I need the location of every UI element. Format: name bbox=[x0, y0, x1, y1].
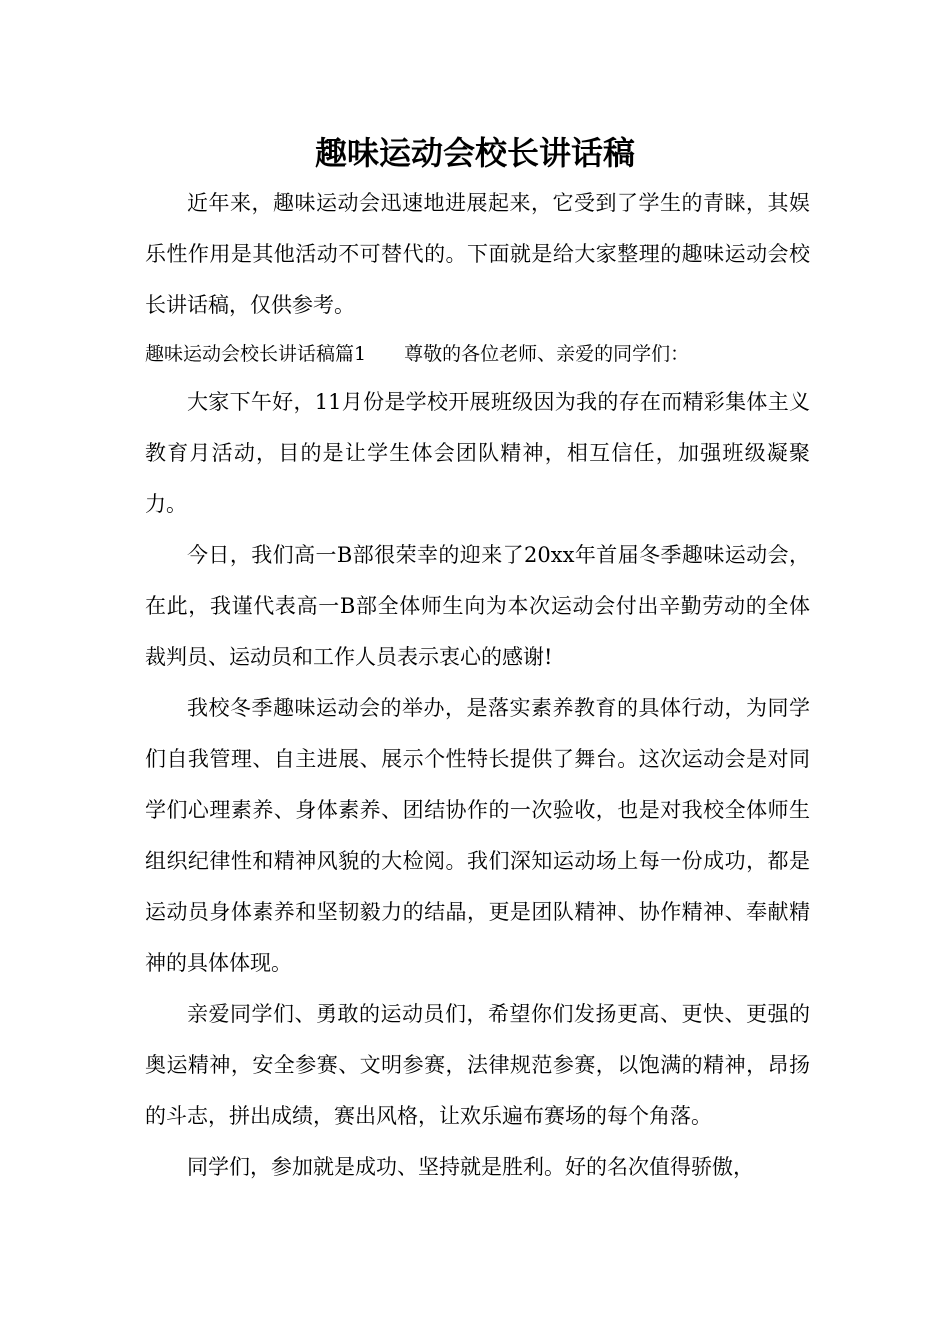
body-paragraph-3: 我校冬季趣味运动会的举办，是落实素养教育的具体行动，为同学们自我管理、自主进展、展示个性特长提供了舞台。这次运动会是对同学们心理素养、身体素养、团结协作的一次验收，也是对我校全体师生组织纪律性和精神风貌的大检阅。我们深知运动场上每一份成功，都是运动员身体素养和坚韧毅力的结晶，更是团队精神、协作精神、奉献精神的具体体现。 bbox=[145, 696, 810, 975]
section-heading-line bbox=[145, 331, 810, 377]
body-paragraph-1: 大家下午好，11月份是学校开展班级因为我的存在而精彩集体主义教育月活动，目的是让学生体会团队精神，相互信任，加强班级凝聚力。 bbox=[145, 390, 810, 516]
document-body bbox=[145, 178, 810, 1193]
section-heading: 趣味运动会校长讲话稿篇1 bbox=[145, 343, 367, 365]
body-paragraph-4: 亲爱同学们、勇敢的运动员们，希望你们发扬更高、更快、更强的奥运精神，安全参赛、文明参赛，法律规范参赛，以饱满的精神，昂扬的斗志，拼出成绩，赛出风格，让欢乐遍布赛场的每个角落。 bbox=[145, 1002, 810, 1128]
body-paragraph-5: 同学们，参加就是成功、坚持就是胜利。好的名次值得骄傲， bbox=[187, 1155, 754, 1179]
salutation: 尊敬的各位老师、亲爱的同学们： bbox=[404, 343, 690, 365]
body-paragraph-2: 今日，我们高一B部很荣幸的迎来了20xx年首届冬季趣味运动会，在此，我谨代表高一B部全体师生向为本次运动会付出辛勤劳动的全体裁判员、运动员和工作人员表示衷心的感谢! bbox=[145, 543, 810, 669]
intro-paragraph: 近年来，趣味运动会迅速地进展起来，它受到了学生的青睐，其娱乐性作用是其他活动不可替代的。下面就是给大家整理的趣味运动会校长讲话稿，仅供参考。 bbox=[145, 191, 810, 317]
document-title: 趣味运动会校长讲话稿 bbox=[314, 134, 635, 172]
